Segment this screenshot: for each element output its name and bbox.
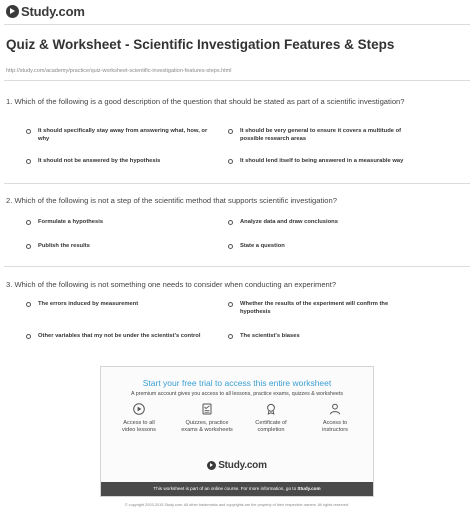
question-divider [4, 266, 470, 267]
radio-icon[interactable] [26, 334, 31, 339]
instructor-icon [329, 403, 341, 415]
radio-icon[interactable] [228, 220, 233, 225]
question-3: 3. Which of the following is not something one needs to consider when conducting an experiment? [6, 280, 337, 289]
q1-option-b[interactable]: It should be very general to ensure it covers a multitude of possible research areas [228, 128, 418, 143]
q1-option-d[interactable]: It should lend itself to being answered in a measurable way [228, 158, 428, 166]
radio-icon[interactable] [228, 129, 233, 134]
promo-study-logo[interactable]: Study.com [101, 460, 373, 471]
promo-subline: A premium account gives you access to all lessons, practice exams, quizzes & worksheets [131, 391, 343, 397]
certificate-icon [265, 403, 277, 415]
page-url: http://study.com/academy/practice/quiz-worksheet-scientific-investigation-features-steps.html [6, 68, 232, 74]
q1-option-c[interactable]: It should not be answered by the hypothesis [26, 158, 216, 166]
feature-quizzes: Quizzes, practice exams & worksheets [179, 403, 235, 434]
feature-instructors: Access to instructors [307, 403, 363, 434]
question-1: 1. Which of the following is a good description of the question that should be stated as part of a scientific investigation? [6, 97, 405, 106]
copyright-text: © copyright 2003-2015 Study.com. All other trademarks and copyrights are the property of their respective owners. All rights reserved. [124, 503, 350, 507]
play-logo-icon [207, 461, 216, 470]
video-icon [133, 403, 145, 415]
q3-option-b[interactable]: Whether the results of the experiment will confirm the hypothesis [228, 301, 408, 316]
radio-icon[interactable] [228, 334, 233, 339]
radio-icon[interactable] [26, 159, 31, 164]
promo-footer: This worksheet is part of an online course. For more information, go to Study.com [101, 482, 373, 496]
radio-icon[interactable] [228, 159, 233, 164]
q2-option-c[interactable]: Publish the results [26, 243, 216, 251]
logo-text: Study.com [21, 3, 85, 19]
radio-icon[interactable] [26, 302, 31, 307]
radio-icon[interactable] [228, 244, 233, 249]
q3-option-d[interactable]: The scientist's biases [228, 333, 418, 341]
question-2: 2. Which of the following is not a step of the scientific method that supports scientific investigation? [6, 196, 337, 205]
feature-certificate: Certificate of completion [243, 403, 299, 434]
q3-option-a[interactable]: The errors induced by measurement [26, 301, 216, 309]
study-link[interactable]: Study.com [297, 486, 321, 491]
radio-icon[interactable] [26, 129, 31, 134]
free-trial-promo [100, 366, 374, 497]
page-title: Quiz & Worksheet - Scientific Investigation Features & Steps [6, 37, 395, 52]
q3-option-c[interactable]: Other variables that my not be under the scientist's control [26, 333, 226, 341]
play-logo-icon [6, 5, 19, 18]
q2-option-b[interactable]: Analyze data and draw conclusions [228, 219, 418, 227]
q2-option-a[interactable]: Formulate a hypothesis [26, 219, 216, 227]
radio-icon[interactable] [26, 244, 31, 249]
title-divider [4, 80, 470, 81]
feature-video-lessons: Access to all video lessons [111, 403, 167, 434]
q2-option-d[interactable]: State a question [228, 243, 418, 251]
promo-headline[interactable]: Start your free trial to access this entire worksheet [142, 378, 332, 388]
radio-icon[interactable] [228, 302, 233, 307]
quiz-icon [201, 403, 213, 415]
header-divider [4, 24, 470, 25]
radio-icon[interactable] [26, 220, 31, 225]
question-divider [4, 183, 470, 184]
study-logo[interactable] [6, 3, 85, 19]
q1-option-a[interactable]: It should specifically stay away from answering what, how, or why [26, 128, 216, 143]
